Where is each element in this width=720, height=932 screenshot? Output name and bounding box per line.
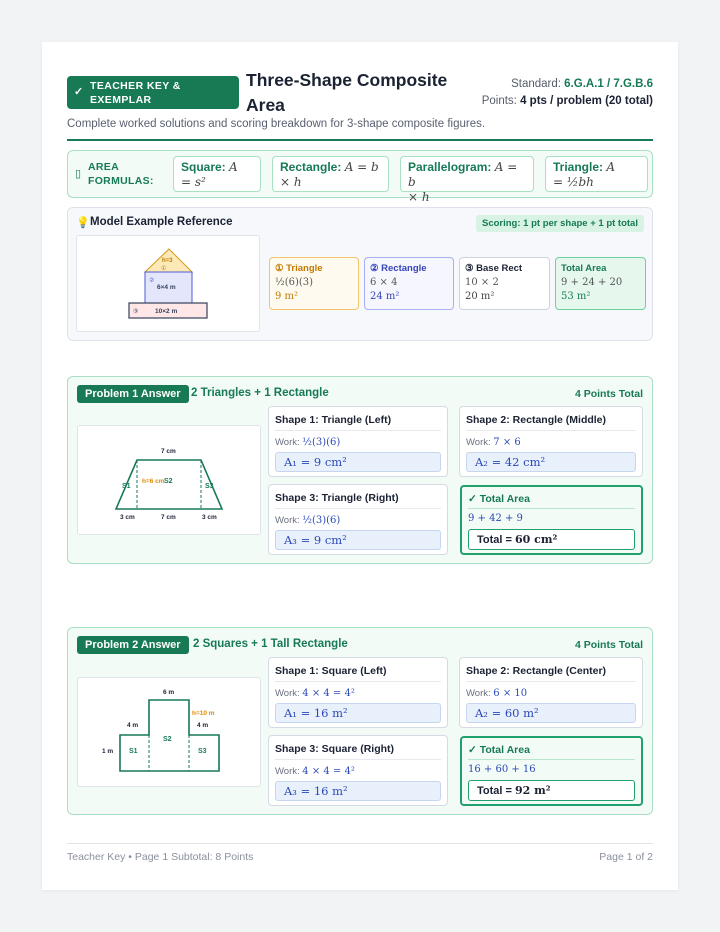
shape-card-1 [268,657,448,728]
card-result: 20 m² [465,291,495,302]
total-head-label: Total Area [479,744,530,756]
s1-label: S1 [122,483,131,490]
formula-line2: = ½bh [553,175,594,189]
work-expr: 4 × 4 = 4² [302,766,355,777]
shape-result: A₁ = 9 cm² [275,452,441,472]
work-expr: 4 × 4 = 4² [302,688,355,699]
shape-card-2 [459,406,643,477]
shape-divider [275,681,441,682]
problem-pill: Problem 2 Answer [77,636,189,654]
footer-right: Page 1 of 2 [599,851,653,863]
card-head: ③ Base Rect [465,263,523,274]
formula-name: Square: [181,160,226,174]
points-line [453,93,653,109]
shape-divider [466,681,636,682]
work-expr: 6 × 10 [493,688,528,699]
total-result [468,529,635,550]
formula-rectangle [272,156,389,192]
total-area-card [460,736,643,806]
work-expr: 7 × 6 [493,437,521,448]
card-result: 9 m² [275,291,299,302]
num-2: ② [149,278,155,284]
problem-points: 4 Points Total [574,639,643,651]
model-figure [76,235,260,332]
shape-work [466,688,527,699]
total-area-card [460,485,643,555]
work-label: Work: [275,515,300,526]
shape-work [275,766,355,777]
shape-head: Shape 3: Triangle (Right) [275,492,399,504]
area-formulas-panel [67,150,653,204]
shape-result: A₁ = 16 m² [275,703,441,723]
formula-name: Triangle: [553,160,604,174]
shape-work [466,437,521,448]
problem-2-panel [67,627,653,815]
model-figure-svg [77,236,261,333]
formula-line2: × h [408,190,430,204]
formula-line1: A [229,160,238,174]
points-label: Points: [481,95,517,107]
s2-label: S2 [164,478,173,485]
card-result: 24 m² [370,291,400,302]
shape-head: Shape 2: Rectangle (Middle) [466,414,607,426]
total-head-label: Total Area [479,493,530,505]
total-label: Total = [477,534,512,546]
points-value: 4 pts / problem (20 total) [520,95,653,107]
total-head [468,493,530,505]
shape-divider [466,430,636,431]
model-card-rectangle [364,257,454,310]
shape-result: A₂ = 60 m² [466,703,636,723]
total-result [468,780,635,801]
model-card-triangle [269,257,359,310]
total-value: 60 cm² [515,533,558,546]
total-divider [468,759,635,760]
card-work: 6 × 4 [370,277,398,288]
formula-parallelogram [400,156,534,204]
shape-head: Shape 1: Square (Left) [275,665,387,677]
height-label: h=10 m [192,710,215,717]
shape-head: Shape 2: Rectangle (Center) [466,665,607,677]
shape-head: Shape 1: Triangle (Left) [275,414,392,426]
standard-label: Standard: [511,78,561,90]
formula-line1: A = b [408,160,518,189]
work-label: Work: [275,437,300,448]
problem-2-figure [77,677,261,787]
standard-value: 6.G.A.1 / 7.G.B.6 [564,78,653,90]
bookmark-icon: ▯ [75,168,82,180]
problem-1-figure [77,425,261,535]
base-right-dim: 3 cm [202,514,217,521]
model-title: Model Example Reference [90,216,233,228]
work-label: Work: [466,688,491,699]
formula-square [173,156,261,192]
header-divider [67,139,653,141]
card-head: ② Rectangle [370,263,427,274]
formula-line2: × h [280,175,302,189]
top-dim: 7 cm [161,448,176,455]
top-dim: 6 m [163,689,175,696]
total-label: Total = [477,785,512,797]
formula-line1: A [606,160,616,174]
check-circle-icon: ✓ [468,744,477,756]
shape-work [275,437,340,448]
model-card-base-rect [459,257,550,310]
s2-label: S2 [163,736,172,743]
shape-work [275,688,355,699]
right-top-dim: 4 m [197,722,209,729]
scoring-badge: Scoring: 1 pt per shape + 1 pt total [476,215,644,232]
shape-card-3 [268,735,448,806]
work-label: Work: [466,437,491,448]
shape-card-3 [268,484,448,555]
model-card-total [555,257,646,310]
standard-line [453,76,653,92]
shape-result: A₂ = 42 cm² [466,452,636,472]
base-mid-dim: 7 cm [161,514,176,521]
formula-name: Parallelogram: [408,160,492,174]
shape-card-1 [268,406,448,477]
footer-divider [67,843,653,844]
problem-1-panel [67,376,653,564]
teacher-key-badge [67,76,239,109]
s3-label: S3 [198,748,207,755]
shape-divider [275,508,441,509]
h-label: h=3 [162,258,173,264]
shape-result: A₃ = 16 m² [275,781,441,801]
problem-title: 2 Triangles + 1 Rectangle [191,387,329,399]
problem-points: 4 Points Total [574,388,643,400]
card-work: 9 + 24 + 20 [561,277,623,288]
height-label: h=6 cm [142,478,165,485]
card-head: Total Area [561,263,607,274]
base-left-dim: 3 cm [120,514,135,521]
shape-head: Shape 3: Square (Right) [275,743,395,755]
shape-divider [275,430,441,431]
card-work: 10 × 2 [465,277,499,288]
shape-divider [275,759,441,760]
composite-svg [78,678,262,788]
trapezoid-svg [78,426,262,536]
work-expr: ½(3)(6) [302,437,341,448]
shape-card-2 [459,657,643,728]
card-work: ½(6)(3) [275,277,314,288]
card-result: 53 m² [561,291,591,302]
total-work: 16 + 60 + 16 [468,764,536,775]
rect-dim-label: 6×4 m [157,284,176,291]
formula-name: Rectangle: [280,160,342,174]
formula-line2: = s² [181,175,206,189]
page-subtitle: Complete worked solutions and scoring breakdown for 3-shape composite figures. [67,118,486,130]
check-double-icon: ✓ [74,86,84,98]
problem-title: 2 Squares + 1 Tall Rectangle [193,638,348,650]
left-top-dim: 4 m [127,722,139,729]
num-1: ① [161,266,167,272]
total-divider [468,508,635,509]
page-title: Three-Shape Composite Area [246,70,448,115]
s1-label: S1 [129,748,138,755]
work-label: Work: [275,766,300,777]
card-head: ① Triangle [275,263,323,274]
footer-left: Teacher Key • Page 1 Subtotal: 8 Points [67,851,254,863]
check-circle-icon: ✓ [468,493,477,505]
formula-triangle [545,156,648,192]
base-dim-label: 10×2 m [155,308,178,315]
num-3: ③ [133,309,139,315]
lightbulb-icon: 💡 [76,217,90,229]
worksheet-page [42,42,678,890]
s3-label: S3 [205,483,214,490]
work-expr: ½(3)(6) [302,515,341,526]
work-label: Work: [275,688,300,699]
formula-line1: A = b [344,160,379,174]
model-example-panel [67,207,653,341]
total-value: 92 m² [515,784,551,797]
total-work: 9 + 42 + 9 [468,513,523,524]
problem-pill: Problem 1 Answer [77,385,189,403]
shape-work [275,515,340,526]
badge-label: TEACHER KEY & EXEMPLAR [90,80,181,106]
formulas-label: AREA FORMULAS: [88,161,154,187]
side-dim: 1 m [102,748,114,755]
shape-result: A₃ = 9 cm² [275,530,441,550]
total-head [468,744,530,756]
